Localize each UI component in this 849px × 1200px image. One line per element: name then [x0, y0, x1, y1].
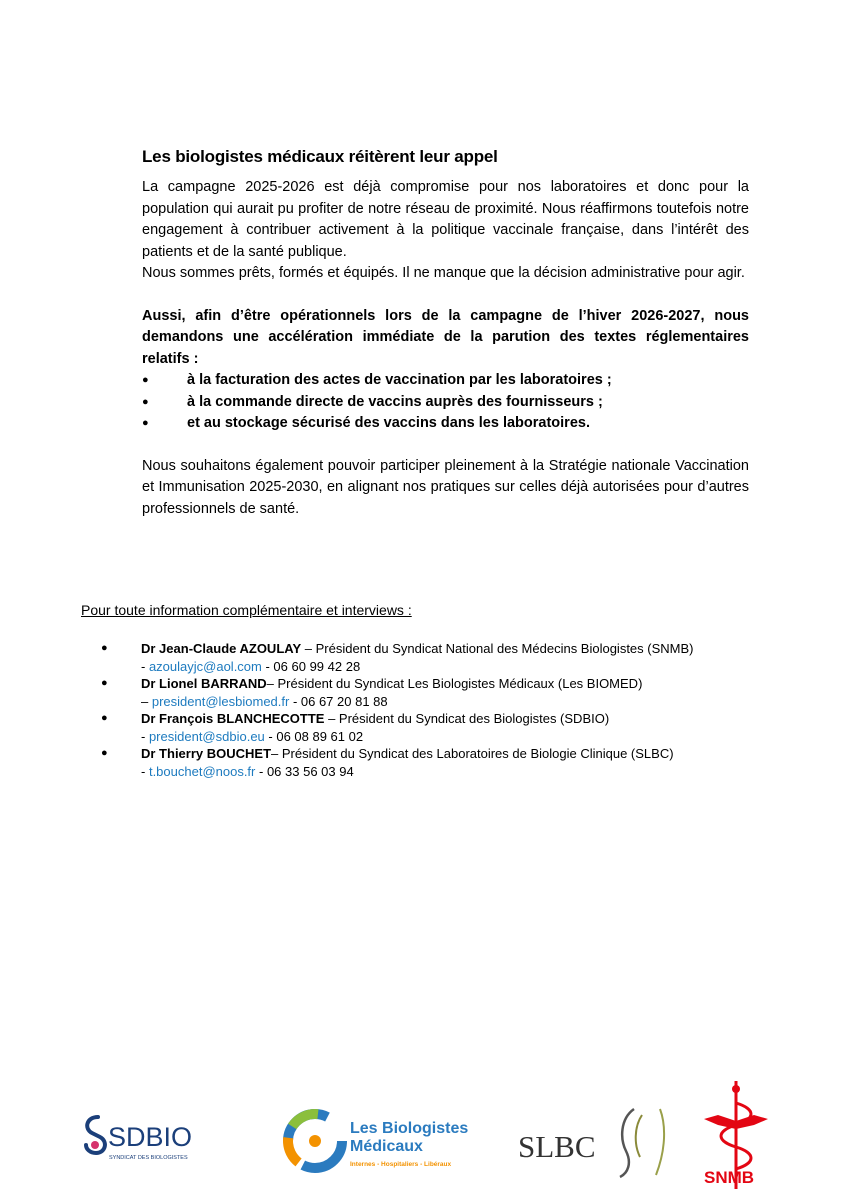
biomed-logo [282, 1105, 482, 1180]
contact-phone: - 06 08 89 61 02 [264, 728, 364, 744]
biomed-line1: Les Biologistes [350, 1120, 469, 1137]
contact-name: Dr Lionel BARRAND [141, 676, 267, 691]
paragraph-ready: Nous sommes prêts, formés et équipés. Il ne manque que la décision administrative pour agir. [142, 265, 745, 281]
slbc-name: SLBC [518, 1129, 596, 1164]
contact-role: – Président du Syndicat des Laboratoires de Biologie Clinique (SLBC) [271, 746, 674, 761]
contact-email-link[interactable]: president@lesbiomed.fr [151, 693, 290, 709]
contact-email-link[interactable]: t.bouchet@noos.fr [148, 763, 256, 779]
contact-email-link[interactable]: azoulayjc@aol.com [148, 658, 262, 674]
contact-role: – Président du Syndicat des Biologistes (SDBIO) [324, 711, 610, 726]
contact-phone: - 06 67 20 81 88 [289, 693, 388, 709]
bullet-icon: ● [101, 677, 108, 689]
sdbio-name: SDBIO [108, 1122, 193, 1152]
contact-role: – Président du Syndicat National des Médecins Biologistes (SNMB) [301, 641, 694, 656]
main-content [142, 147, 749, 520]
contact-name: Dr Jean-Claude AZOULAY [141, 641, 302, 656]
partner-logos [0, 1075, 849, 1200]
paragraph-demand: Aussi, afin d’être opérationnels lors de la campagne de l’hiver 2026-2027, nous demandons une accélération immédiate de la parution des textes réglementaires relatifs : [142, 307, 749, 367]
sdbio-logo [78, 1113, 208, 1165]
demand-item: ● à la commande directe de vaccins auprès des fournisseurs ; [142, 392, 749, 414]
bullet-icon: ● [101, 747, 108, 759]
contact-phone: - 06 33 56 03 94 [255, 763, 354, 779]
contact-name: Dr François BLANCHECOTTE [141, 711, 325, 726]
demand-item: ● à la facturation des actes de vaccination par les laboratoires ; [142, 370, 749, 392]
contact-item: ● Dr Jean-Claude AZOULAY – Président du Syndicat National des Médecins Biologistes (SNMB) - azoulayjc@aol.com - 06 60 99 42 28 [101, 641, 694, 674]
page-heading: Les biologistes médicaux réitèrent leur appel [142, 147, 498, 166]
contact-title: Pour toute information complémentaire et interviews : [81, 602, 412, 618]
contact-phone: - 06 60 99 42 28 [261, 658, 361, 674]
bullet-icon: ● [142, 374, 149, 386]
sdbio-tagline: SYNDICAT DES BIOLOGISTES [109, 1155, 188, 1161]
paragraph-strategy: Nous souhaitons également pouvoir participer pleinement à la Stratégie nationale Vaccination et Immunisation 2025-2030, en alignant nos pratiques sur celles déjà autorisées pour d’autres professionnels de santé. [142, 457, 749, 517]
contact-item: ● Dr François BLANCHECOTTE – Président du Syndicat des Biologistes (SDBIO) - president@sdbio.eu - 06 08 89 61 02 [101, 711, 610, 744]
slbc-logo [516, 1105, 666, 1180]
demand-list [142, 370, 749, 435]
contact-name: Dr Thierry BOUCHET [141, 746, 272, 761]
biomed-tagline: Internes - Hospitaliers - Libéraux [350, 1161, 452, 1168]
contact-list [101, 640, 801, 780]
snmb-logo [696, 1079, 796, 1194]
contact-item: ● Dr Lionel BARRAND– Président du Syndicat Les Biologistes Médicaux (Les BIOMED) – president@lesbiomed.fr - 06 67 20 81 88 [101, 676, 643, 709]
bullet-icon: ● [101, 712, 108, 724]
bullet-icon: ● [142, 417, 149, 429]
paragraph-campaign: La campagne 2025-2026 est déjà compromise pour nos laboratoires et donc pour la population qui aurait pu profiter de notre réseau de proximité. Nous réaffirmons toutefois notre engagement à contribuer activement à la politique vaccinale française, dans l’intérêt des patients et de la santé publique. [142, 179, 749, 260]
contact-item: ● Dr Thierry BOUCHET– Président du Syndicat des Laboratoires de Biologie Clinique (SLBC) - t.bouchet@noos.fr - 06 33 56 03 94 [101, 746, 674, 779]
bullet-icon: ● [142, 395, 149, 408]
biomed-line2: Médicaux [350, 1138, 423, 1155]
bullet-icon: ● [101, 642, 108, 654]
contact-role: – Président du Syndicat Les Biologistes Médicaux (Les BIOMED) [266, 676, 643, 691]
snmb-name: SNMB [704, 1168, 755, 1187]
contact-email-link[interactable]: president@sdbio.eu [148, 728, 265, 744]
demand-item: ● et au stockage sécurisé des vaccins dans les laboratoires. [142, 413, 749, 435]
